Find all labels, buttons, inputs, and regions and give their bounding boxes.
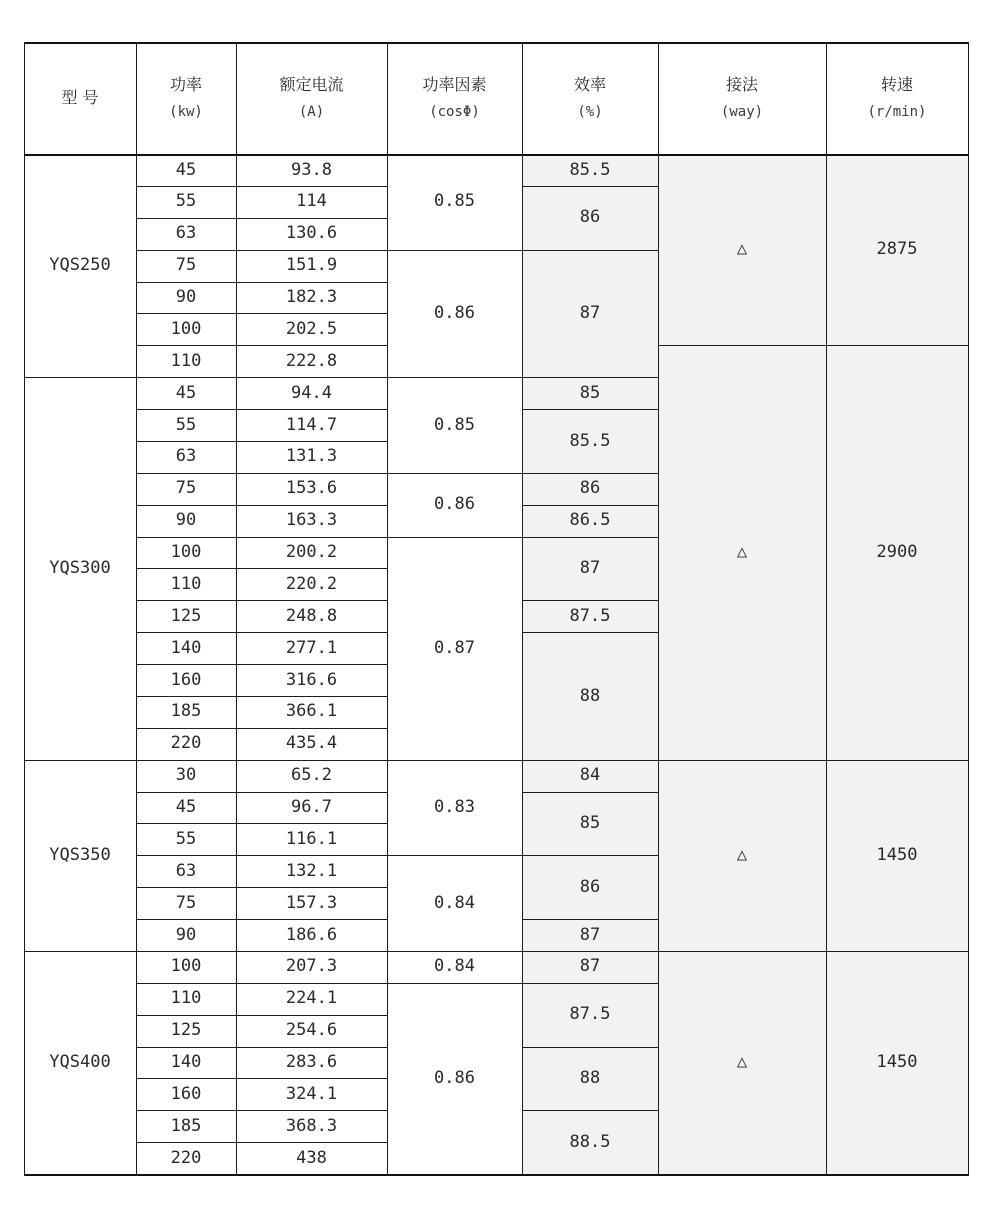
current-cell: 157.3 <box>285 892 338 913</box>
model-cell: YQS350 <box>49 844 111 865</box>
power-cell: 63 <box>175 223 197 244</box>
power-cell: 63 <box>175 446 197 467</box>
current-cell: 94.4 <box>291 382 332 403</box>
speed-cell: 2900 <box>876 542 918 563</box>
current-cell: 114 <box>296 191 327 212</box>
power-factor-cell: 0.85 <box>434 414 475 435</box>
current-cell: 202.5 <box>285 318 338 339</box>
current-cell: 368.3 <box>285 1115 338 1136</box>
header-eff <box>522 42 658 154</box>
efficiency-cell: 88.5 <box>569 1131 611 1152</box>
power-cell: 185 <box>170 701 202 722</box>
current-cell: 254.6 <box>285 1020 338 1041</box>
current-cell: 186.6 <box>285 924 338 945</box>
current-cell: 248.8 <box>285 605 338 626</box>
efficiency-cell: 87 <box>579 303 601 324</box>
grid-line <box>522 42 523 1175</box>
connection-cell: △ <box>736 542 748 563</box>
current-cell: 200.2 <box>285 542 338 563</box>
header-conn <box>658 42 826 154</box>
header-power <box>136 42 236 154</box>
current-cell: 116.1 <box>285 828 338 849</box>
power-cell: 100 <box>170 318 202 339</box>
current-cell: 316.6 <box>285 669 338 690</box>
header-current-unit: (A) <box>298 104 325 121</box>
current-cell: 114.7 <box>285 414 338 435</box>
current-cell: 151.9 <box>285 255 338 276</box>
current-cell: 277.1 <box>285 637 338 658</box>
power-cell: 110 <box>170 350 202 371</box>
grid-line <box>968 42 969 1175</box>
power-factor-cell: 0.84 <box>434 892 475 913</box>
header-speed-label: 转速 <box>880 74 913 94</box>
power-cell: 90 <box>175 287 197 308</box>
grid-line <box>24 1174 969 1176</box>
grid-line <box>826 42 827 1175</box>
header-pf <box>387 42 522 154</box>
current-cell: 96.7 <box>291 797 332 818</box>
power-factor-cell: 0.86 <box>434 303 475 324</box>
power-cell: 220 <box>170 1147 202 1168</box>
header-speed <box>826 42 968 154</box>
power-cell: 55 <box>175 191 197 212</box>
efficiency-cell: 85.5 <box>569 159 611 180</box>
current-cell: 435.4 <box>285 733 338 754</box>
power-factor-cell: 0.83 <box>434 797 475 818</box>
connection-cell: △ <box>736 1052 748 1073</box>
power-cell: 185 <box>170 1115 202 1136</box>
power-cell: 110 <box>170 988 202 1009</box>
current-cell: 366.1 <box>285 701 338 722</box>
grid-line <box>387 42 388 1175</box>
header-pf-unit: (cosΦ) <box>429 104 480 121</box>
power-cell: 63 <box>175 860 197 881</box>
efficiency-cell: 87 <box>579 956 601 977</box>
current-cell: 224.1 <box>285 988 338 1009</box>
efficiency-cell: 85 <box>579 382 601 403</box>
header-power-unit: (kw) <box>169 104 203 121</box>
power-cell: 220 <box>170 733 202 754</box>
power-cell: 100 <box>170 542 202 563</box>
grid-line <box>236 42 237 1175</box>
grid-line <box>24 154 969 156</box>
power-cell: 30 <box>175 765 197 786</box>
efficiency-cell: 87.5 <box>569 605 611 626</box>
header-pf-label: 功率因素 <box>422 74 487 94</box>
grid-line <box>24 42 969 44</box>
power-factor-cell: 0.86 <box>434 494 475 515</box>
grid-line <box>136 42 137 1175</box>
header-current <box>236 42 387 154</box>
power-cell: 75 <box>175 255 197 276</box>
efficiency-cell: 87 <box>579 558 601 579</box>
grid-line <box>24 42 25 1175</box>
current-cell: 65.2 <box>291 765 332 786</box>
current-cell: 438 <box>296 1147 327 1168</box>
power-factor-cell: 0.86 <box>434 1068 475 1089</box>
current-cell: 153.6 <box>285 478 338 499</box>
speed-cell: 2875 <box>876 239 918 260</box>
current-cell: 130.6 <box>285 223 338 244</box>
header-eff-label: 效率 <box>573 74 606 94</box>
model-cell: YQS300 <box>49 558 111 579</box>
grid-line <box>658 42 659 1175</box>
efficiency-cell: 87.5 <box>569 1004 611 1025</box>
power-factor-cell: 0.84 <box>434 956 475 977</box>
connection-cell: △ <box>736 239 748 260</box>
header-speed-unit: (r/min) <box>867 104 927 121</box>
power-cell: 140 <box>170 1052 202 1073</box>
efficiency-cell: 85 <box>579 813 601 834</box>
speed-cell: 1450 <box>876 844 918 865</box>
current-cell: 163.3 <box>285 510 338 531</box>
current-cell: 283.6 <box>285 1052 338 1073</box>
header-eff-unit: (%) <box>577 104 603 121</box>
power-cell: 100 <box>170 956 202 977</box>
header-current-label: 额定电流 <box>279 74 344 94</box>
power-cell: 55 <box>175 414 197 435</box>
speed-cell: 1450 <box>876 1052 918 1073</box>
efficiency-cell: 87 <box>579 924 601 945</box>
current-cell: 222.8 <box>285 350 338 371</box>
current-cell: 324.1 <box>285 1083 338 1104</box>
power-cell: 75 <box>175 478 197 499</box>
header-conn-unit: (way) <box>720 104 764 121</box>
power-cell: 90 <box>175 510 197 531</box>
current-cell: 131.3 <box>285 446 338 467</box>
power-cell: 45 <box>175 382 197 403</box>
efficiency-cell: 86.5 <box>569 510 611 531</box>
current-cell: 132.1 <box>285 860 338 881</box>
power-cell: 45 <box>175 797 197 818</box>
header-power-label: 功率 <box>169 74 202 94</box>
efficiency-cell: 86 <box>579 478 601 499</box>
power-factor-cell: 0.87 <box>434 637 475 658</box>
connection-cell: △ <box>736 844 748 865</box>
power-cell: 90 <box>175 924 197 945</box>
efficiency-cell: 88 <box>579 1068 601 1089</box>
current-cell: 182.3 <box>285 287 338 308</box>
power-cell: 110 <box>170 573 202 594</box>
current-cell: 93.8 <box>291 159 332 180</box>
current-cell: 207.3 <box>285 956 338 977</box>
power-cell: 55 <box>175 828 197 849</box>
power-cell: 125 <box>170 1020 202 1041</box>
power-cell: 45 <box>175 159 197 180</box>
model-cell: YQS250 <box>49 255 111 276</box>
power-factor-cell: 0.85 <box>434 191 475 212</box>
efficiency-cell: 86 <box>579 207 601 228</box>
model-cell: YQS400 <box>49 1052 111 1073</box>
header-conn-label: 接法 <box>725 74 758 94</box>
power-cell: 75 <box>175 892 197 913</box>
efficiency-cell: 85.5 <box>569 430 611 451</box>
header-model: 型 号 <box>61 88 99 108</box>
power-cell: 160 <box>170 669 202 690</box>
current-cell: 220.2 <box>285 573 338 594</box>
power-cell: 140 <box>170 637 202 658</box>
efficiency-cell: 86 <box>579 876 601 897</box>
power-cell: 160 <box>170 1083 202 1104</box>
efficiency-cell: 84 <box>579 765 601 786</box>
efficiency-cell: 88 <box>579 685 601 706</box>
power-cell: 125 <box>170 605 202 626</box>
spec-table <box>24 42 968 1172</box>
